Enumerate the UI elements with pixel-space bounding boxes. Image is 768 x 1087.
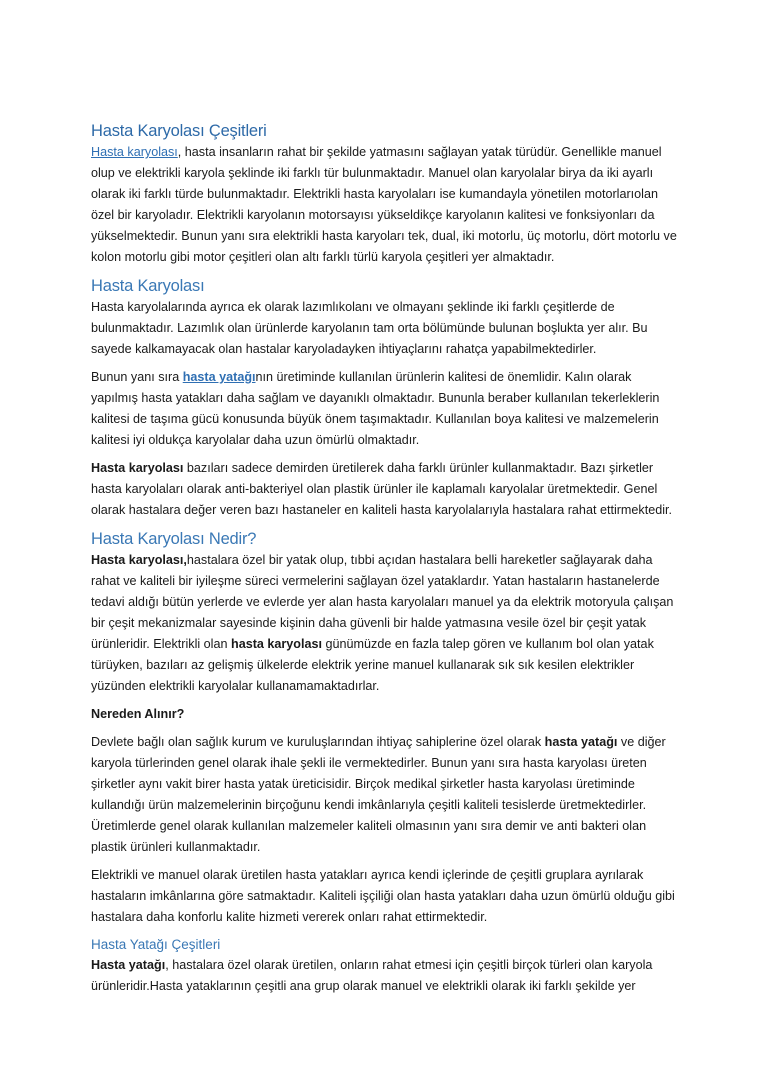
section3-paragraph-1 <box>91 955 681 997</box>
subheading-text: Nereden Alınır? <box>91 707 185 721</box>
section2-paragraph-2 <box>91 732 681 858</box>
section2-p2-bold: hasta yatağı <box>544 735 618 749</box>
document-title: Hasta Karyolası Çeşitleri <box>91 122 267 140</box>
section2-p2-before: Devlete bağlı olan sağlık kurum ve kuruluşlarından ihtiyaç sahiplerine özel olarak <box>91 735 545 749</box>
section-heading-yatak-cesitleri: Hasta Yatağı Çeşitleri <box>91 937 221 952</box>
hasta-karyolasi-link[interactable]: Hasta karyolası <box>91 145 178 159</box>
section1-paragraph-2 <box>91 367 681 451</box>
section2-paragraph-1 <box>91 550 681 697</box>
section2-p1-mid: hastalara özel bir yatak olup, tıbbi açıdan hastalara belli hareketler sağlayarak daha rahat ve kaliteli bir iyileşme süreci vermelerini sağlayan özel yataklardır. Yatan hastaların hastanelerde tedavi aldığı bütün yerlerde ve evlerde yer alan hasta karyolaları manuel ya da elektrik motoryula çalışan bir çeşit mekanizmalar sayesinde kişinin daha güvenli bir halde yatmasına vesile özel bir çeşit yatak ürünleridir. Elektrikli olan <box>91 553 674 651</box>
section1-p3-after: bazıları sadece demirden üretilerek daha farklı ürünler kullanmaktadır. Bazı şirketler hasta karyolaları olarak anti-bakteriyel olan plastik ürünler ile kaplamalı karyolalar üretmektedir. Genel olarak hastalara değer veren bazı hastaneler en kaliteli hasta karyolalarıyla hastalara rahat ettirmektedir. <box>91 461 673 517</box>
section2-p1-bold2: hasta karyolası <box>231 637 323 651</box>
section3-p1-after: , hastalara özel olarak üretilen, onların rahat etmesi için çeşitli birçok türleri olan karyola ürünleridir.Hasta yataklarının çeşitli ana grup olarak manuel ve elektrikli olarak iki farklı şekilde yer <box>91 958 653 993</box>
section2-paragraph-3: Elektrikli ve manuel olarak üretilen hasta yatakları ayrıca kendi içlerinde de çeşitli gruplara ayrılarak hastaların imkânlarına göre satmaktadır. Kaliteli işçiliği olan hasta yatakları daha uzun ömürlü olduğu gibi hastalara daha konforlu kalite hizmeti vererek onları rahat ettirmektedir. <box>91 868 675 924</box>
section1-p2-after: nın üretiminde kullanılan ürünlerin kalitesi de önemlidir. Kalın olarak yapılmış hasta yatakları daha sağlam ve dayanıklı olmaktadır. Bununla beraber kullanılan tekerleklerin kalitesi de taşıma gücü konusunda büyük önem taşımaktadır. Kullanılan boya kalitesi ve malzemelerin kalitesi iyi oldukça karyolalar daha uzun ömürlü olmaktadır. <box>91 370 660 447</box>
section2-p1-after: günümüzde en fazla talep gören ve kullanım bol olan yatak türüyken, bazıları az gelişmiş ülkelerde elektrik yerine manuel kullanarak sık sık kesilen elektrikler yüzünden elektrikli karyolalar kullanamamaktadırlar. <box>91 637 654 693</box>
section3-p1-bold: Hasta yatağı <box>91 958 166 972</box>
section1-p2-before: Bunun yanı sıra <box>91 370 183 384</box>
section1-p3-bold: Hasta karyolası <box>91 461 184 475</box>
section1-paragraph-3 <box>91 458 681 521</box>
section-heading-hasta-karyolasi: Hasta Karyolası <box>91 277 205 295</box>
subheading-nereden-alinir <box>91 704 681 725</box>
intro-paragraph <box>91 142 681 268</box>
section2-p1-bold: Hasta karyolası, <box>91 553 187 567</box>
document-content <box>91 120 681 1004</box>
hasta-yatagi-link[interactable]: hasta yatağı <box>182 370 256 384</box>
section-heading-nedir: Hasta Karyolası Nedir? <box>91 530 257 548</box>
section2-p2-after: ve diğer karyola türlerinden genel olarak ihale şekli ile vermektedirler. Bunun yanı sıra hasta karyolası üreten şirketler aynı vakit birer hasta yatak üreticisidir. Birçok medikal şirketler hasta karyolası üretiminde kullandığı ürün malzemelerinin birçoğunu kendi imkânlarıyla çeşitli kaliteli tesislerde üretmektedirler. Üretimlerde genel olarak kullanılan malzemeler kaliteli olmasının yanı sıra demir ve anti bakteri olan plastik ürünleri kullanmaktadır. <box>91 735 666 854</box>
section1-paragraph-1: Hasta karyolalarında ayrıca ek olarak lazımlıkolanı ve olmayanı şeklinde iki farklı çeşitlerde de bulunmaktadır. Lazımlık olan ürünlerde karyolanın tam orta bölümünde bulunan boşlukta yer alır. Bu sayede kalkamayacak olan hastalar karyoladayken ihtiyaçlarını rahatça yapabilmektedirler. <box>91 300 648 356</box>
intro-text: , hasta insanların rahat bir şekilde yatmasını sağlayan yatak türüdür. Genellikle manuel olup ve elektrikli karyola şeklinde iki farklı tür bulunmaktadır. Manuel olan karyolalar birya da iki ayarlı olarak iki farklı türde bulunmaktadır. Elektrikli hasta karyolaları ise kumandayla yönetilen motorlarıolan özel bir karyoladır. Elektrikli karyolanın motorsayısı yükseldikçe karyolanın kalitesi ve fonksiyonları da yükselmektedir. Bunun yanı sıra elektrikli hasta karyoları tek, dual, iki motorlu, üç motorlu, dört motorlu ve kolon motorlu gibi motor çeşitleri olan altı farklı türlü karyola çeşitleri yer almaktadır. <box>91 145 677 264</box>
